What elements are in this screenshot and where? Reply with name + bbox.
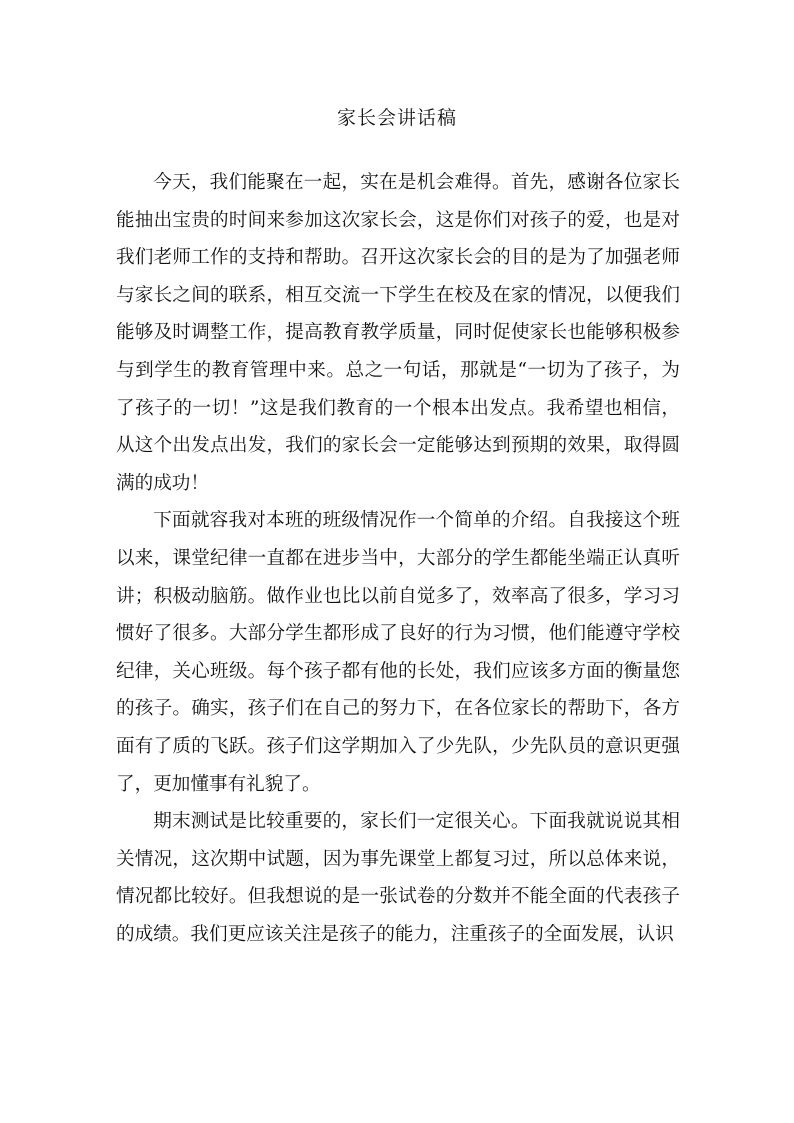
paragraph-3: 期末测试是比较重要的，家长们一定很关心。下面我就说说其相关情况，这次期中试题，因为事先课堂上都复习过，所以总体来说，情况都比较好。但我想说的是一张试卷的分数并不能全面的代表孩子的成绩。我们更应该关注是孩子的能力，注重孩子的全面发展，认识 (116, 811, 680, 945)
document-body (116, 164, 680, 953)
document-title: 家长会讲话稿 (336, 107, 457, 129)
paragraph-2: 下面就容我对本班的班级情况作一个简单的介绍。自我接这个班以来，课堂纪律一直都在进步当中，大部分的学生都能坐端正认真听讲；积极动脑筋。做作业也比以前自觉多了，效率高了很多，学习习惯好了很多。大部分学生都形成了良好的行为习惯，他们能遵守学校纪律，关心班级。每个孩子都有他的长处，我们应该多方面的衡量您的孩子。确实，孩子们在自己的努力下，在各位家长的帮助下，各方面有了质的飞跃。孩子们这学期加入了少先队，少先队员的意识更强了，更加懂事有礼貌了。 (116, 510, 680, 795)
paragraph-1: 今天，我们能聚在一起，实在是机会难得。首先，感谢各位家长能抽出宝贵的时间来参加这次家长会，这是你们对孩子的爱，也是对我们老师工作的支持和帮助。召开这次家长会的目的是为了加强老师与家长之间的联系，相互交流一下学生在校及在家的情况，以便我们能够及时调整工作，提高教育教学质量，同时促使家长也能够积极参与到学生的教育管理中来。总之一句话，那就是“一切为了孩子，为了孩子的一切！”这是我们教育的一个根本出发点。我希望也相信，从这个出发点出发，我们的家长会一定能够达到预期的效果，取得圆满的成功！ (116, 172, 680, 494)
